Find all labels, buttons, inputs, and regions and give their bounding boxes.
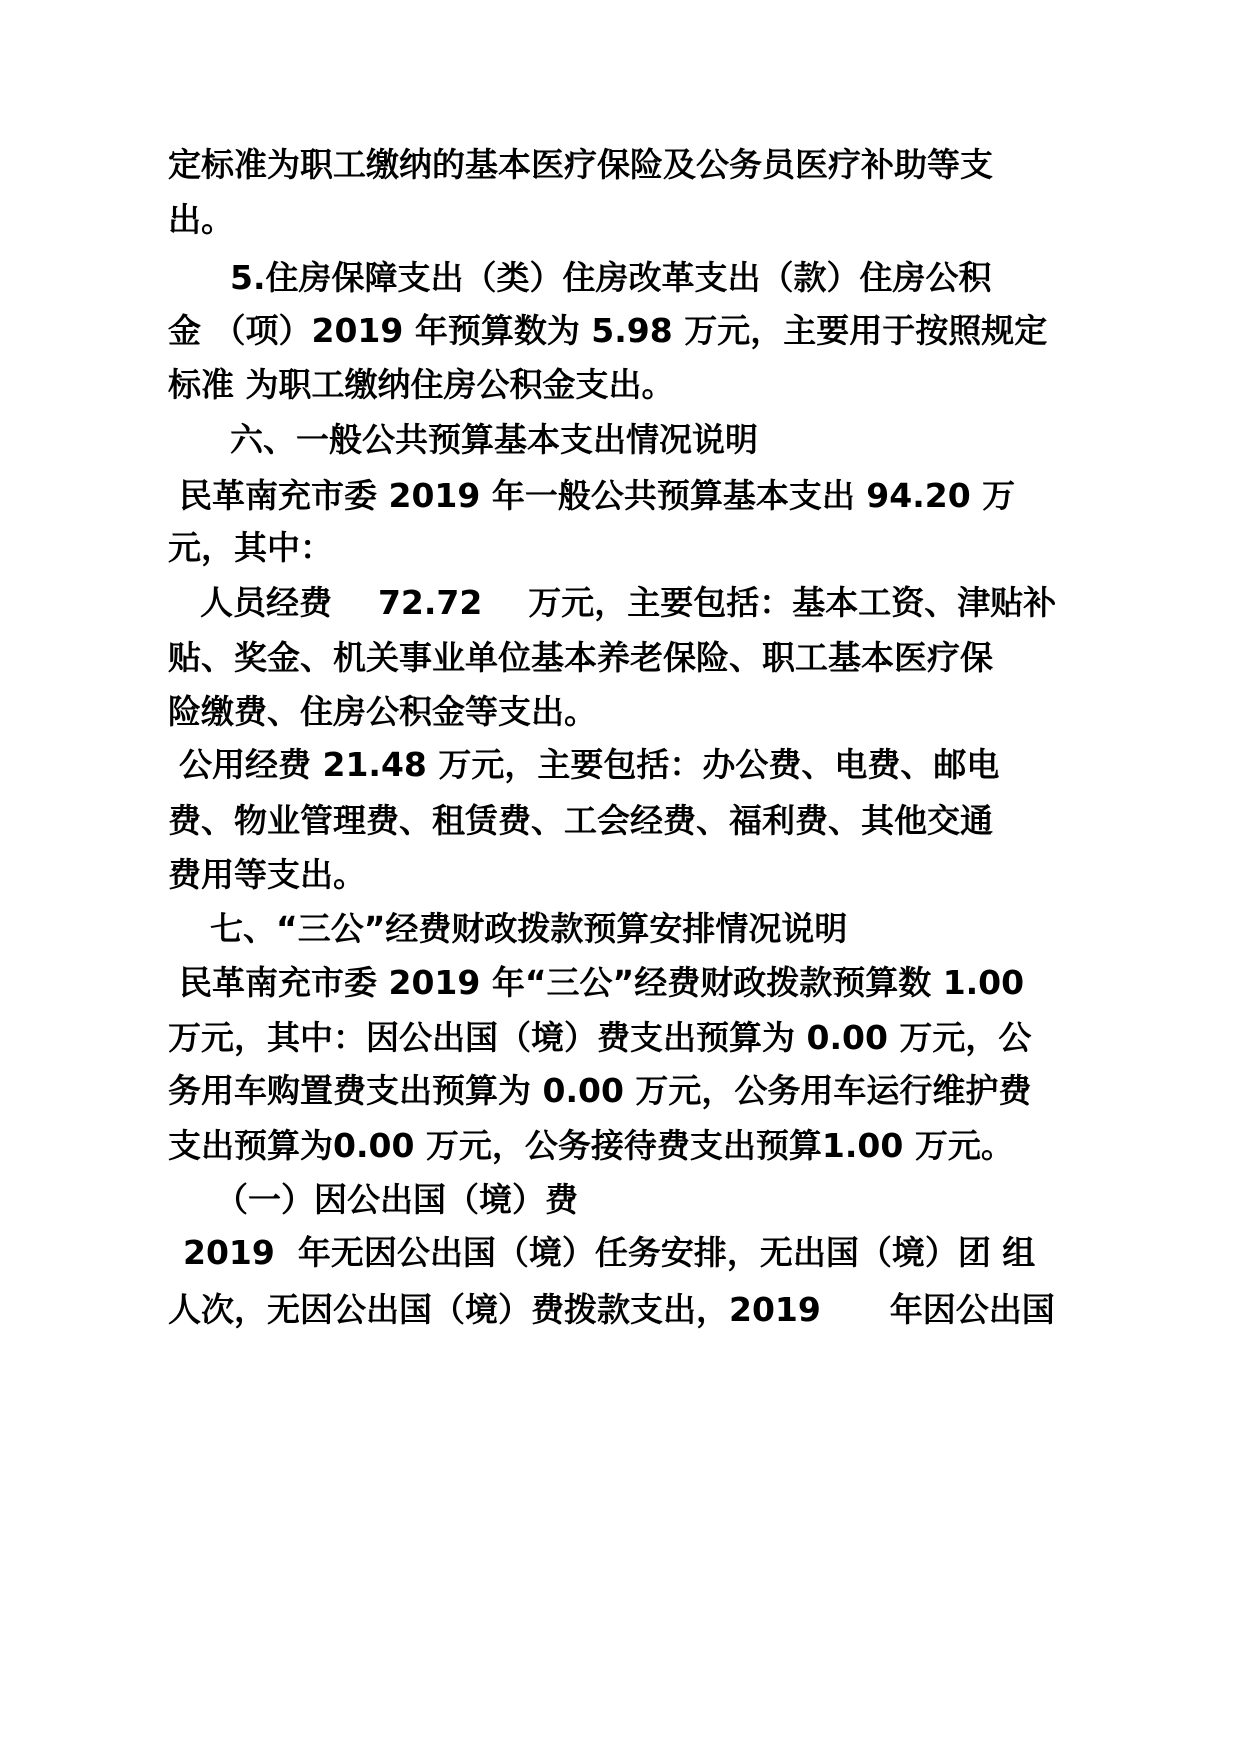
paragraph-line-17: 万元，其中：因公出国（境）费支出预算为 0.00 万元，公 (168, 1018, 1032, 1057)
paragraph-line-5: 标准 为职工缴纳住房公积金支出。 (168, 365, 675, 404)
paragraph-line-13: 费、物业管理费、租赁费、工会经费、福利费、其他交通 (168, 801, 993, 840)
paragraph-line-19: 支出预算为0.00 万元，公务接待费支出预算1.00 万元。 (168, 1126, 1014, 1165)
paragraph-line-22: 人次，无因公出国（境）费拨款支出，2019 年因公出国 (168, 1290, 1055, 1329)
paragraph-line-12: 公用经费 21.48 万元，主要包括：办公费、电费、邮电 (179, 745, 1000, 784)
paragraph-line-18: 务用车购置费支出预算为 0.00 万元，公务用车运行维护费 (168, 1071, 1032, 1110)
paragraph-line-2: 出。 (168, 200, 234, 239)
paragraph-line-4: 金 （项）2019 年预算数为 5.98 万元，主要用于按照规定 (168, 311, 1048, 350)
paragraph-line-8: 元，其中： (168, 528, 333, 567)
section-heading-6: 六、一般公共预算基本支出情况说明 (230, 420, 758, 459)
paragraph-line-11: 险缴费、住房公积金等支出。 (168, 692, 597, 731)
paragraph-line-7: 民革南充市委 2019 年一般公共预算基本支出 94.20 万 (179, 476, 1016, 515)
paragraph-line-14: 费用等支出。 (168, 855, 366, 894)
paragraph-line-9: 人员经费 72.72 万元，主要包括：基本工资、津贴补 (200, 583, 1057, 622)
section-heading-7: 七、“三公”经费财政拨款预算安排情况说明 (210, 909, 848, 948)
paragraph-line-16: 民革南充市委 2019 年“三公”经费财政拨款预算数 1.00 (179, 963, 1025, 1002)
subsection-heading: （一）因公出国（境）费 (215, 1180, 578, 1219)
paragraph-line-21: 2019 年无因公出国（境）任务安排，无出国（境）团 组 (183, 1233, 1036, 1272)
paragraph-line-10: 贴、奖金、机关事业单位基本养老保险、职工基本医疗保 (168, 638, 993, 677)
paragraph-line-1: 定标准为职工缴纳的基本医疗保险及公务员医疗补助等支 (168, 145, 993, 184)
paragraph-line-3: 5.住房保障支出（类）住房改革支出（款）住房公积 (230, 258, 992, 297)
